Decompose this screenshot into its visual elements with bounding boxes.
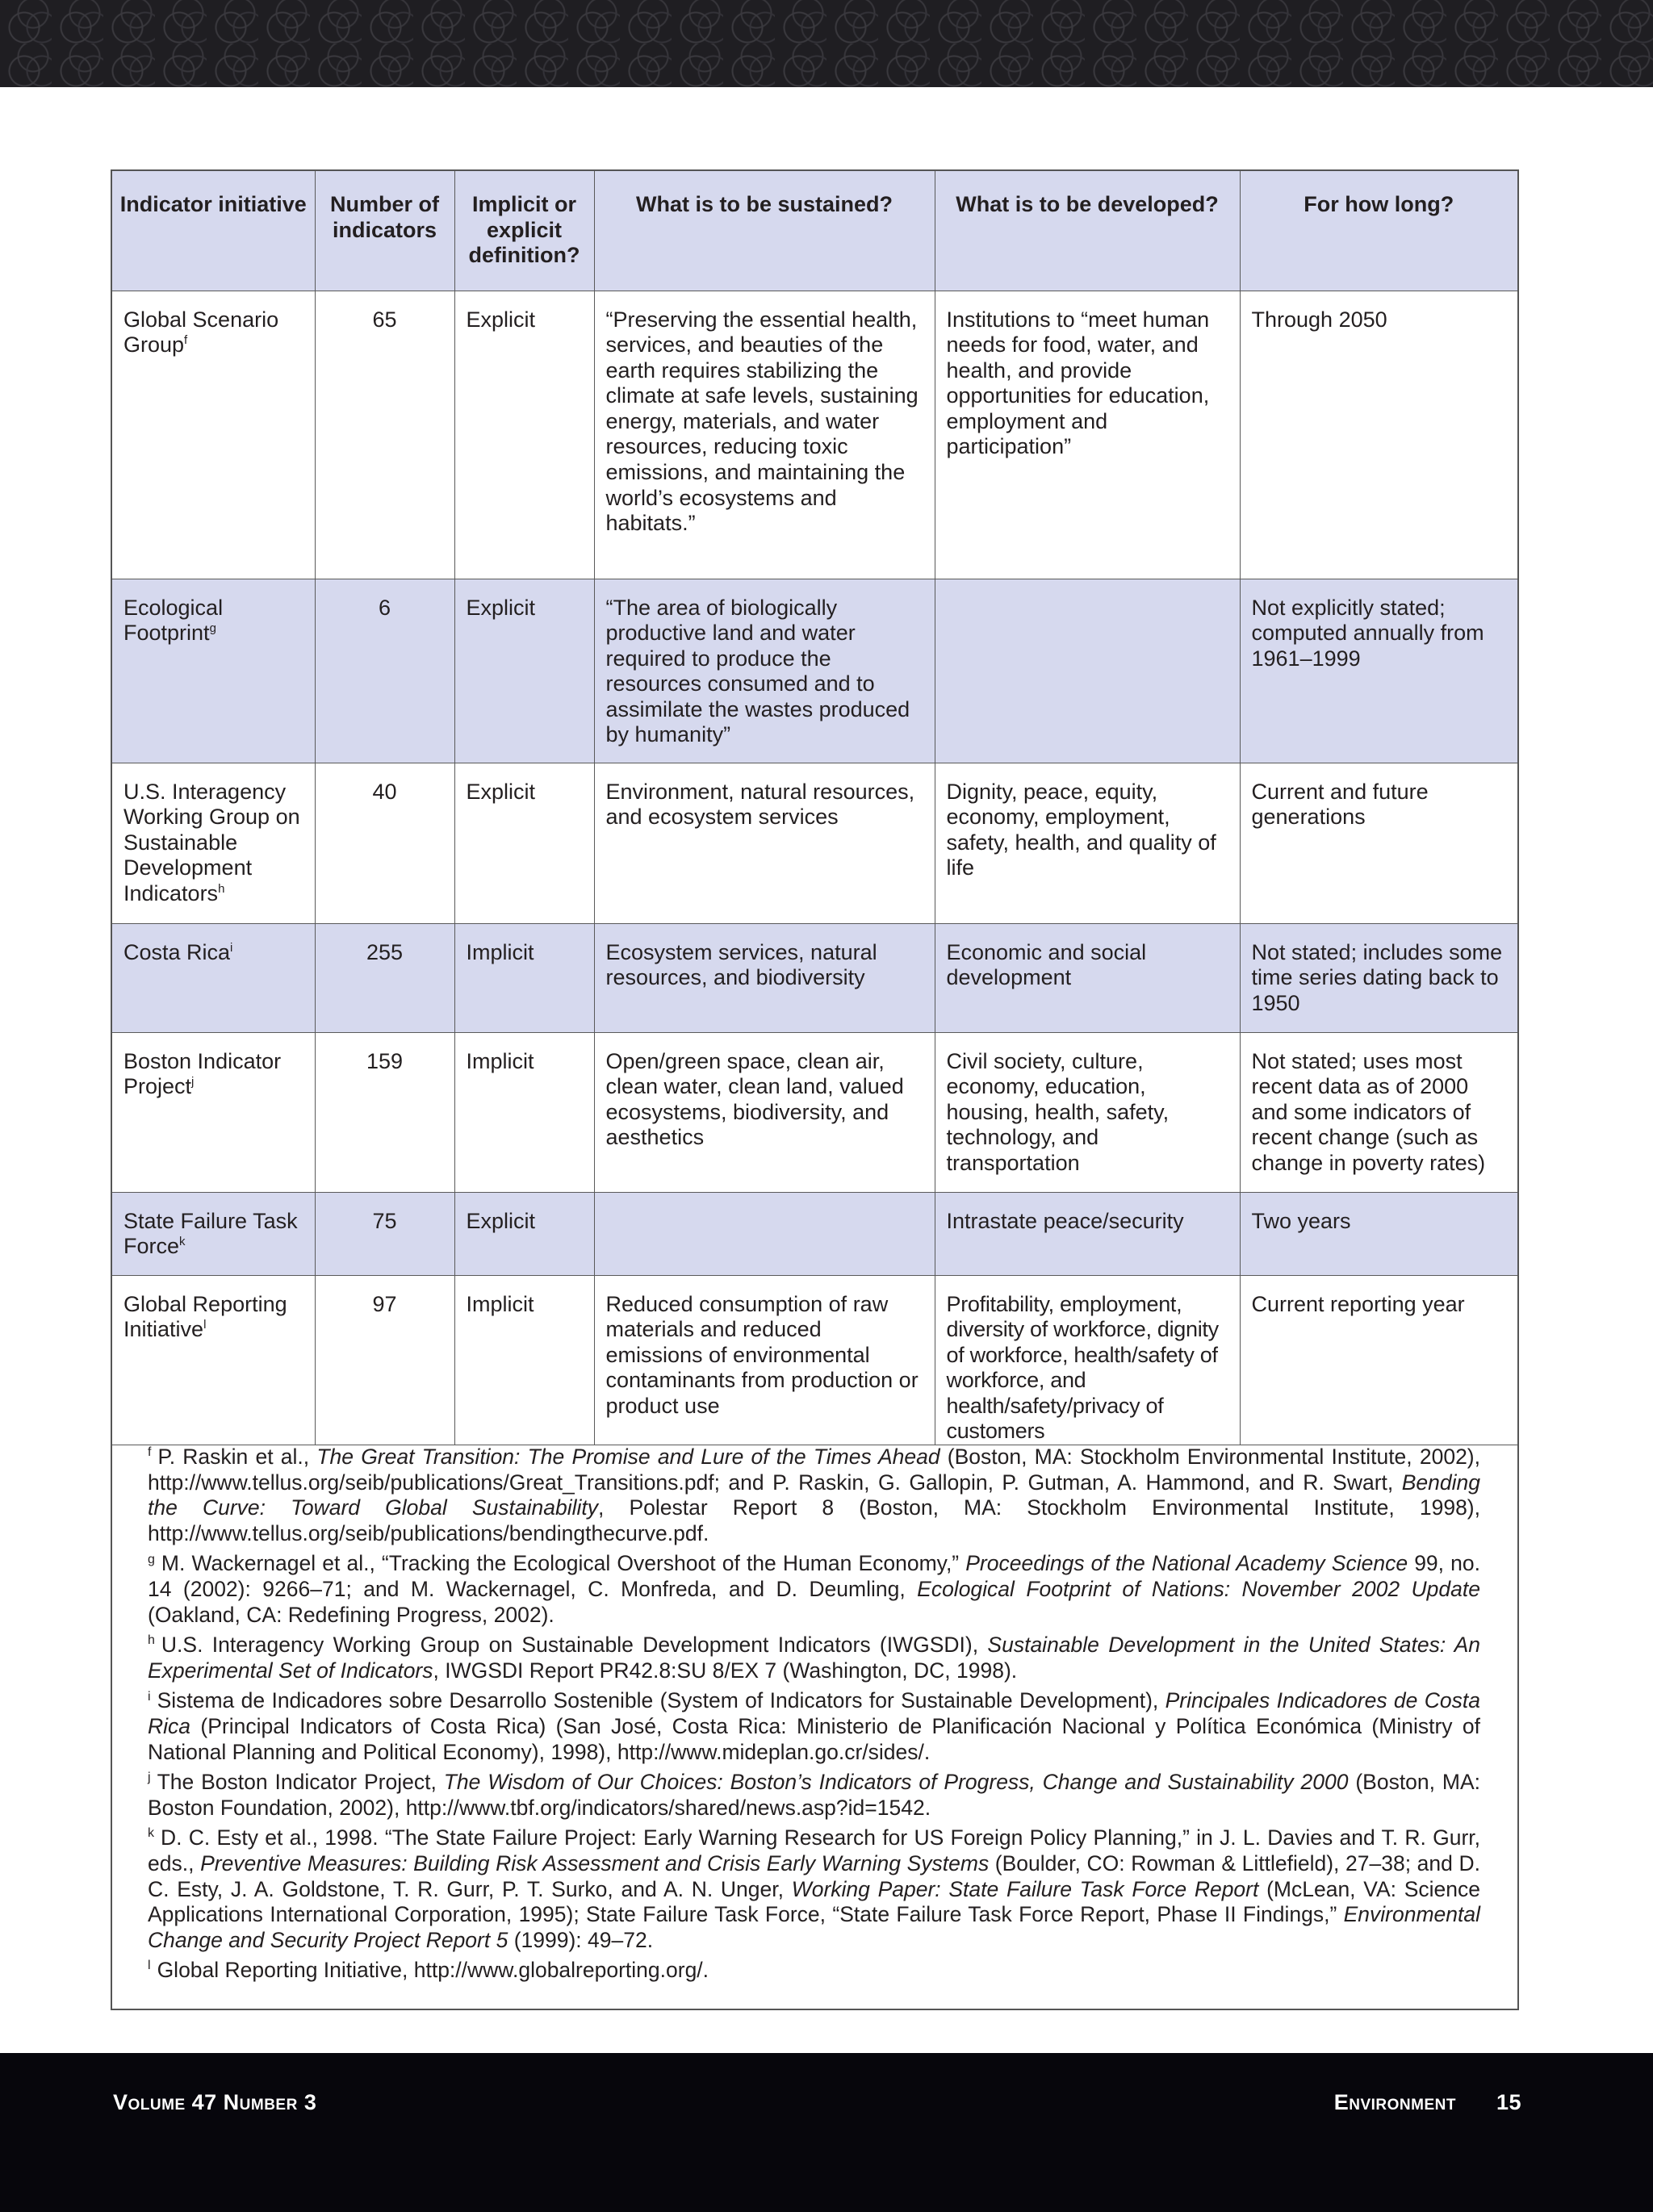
definition-cell: Implicit — [454, 1032, 594, 1192]
indicator-count-cell: 40 — [315, 763, 454, 923]
indicator-count-cell: 6 — [315, 579, 454, 763]
duration-cell: Through 2050 — [1240, 291, 1517, 579]
table-header-row — [112, 171, 1517, 291]
definition-cell: Explicit — [454, 579, 594, 763]
definition-cell: Implicit — [454, 1275, 594, 1445]
duration-cell: Current and future generations — [1240, 763, 1517, 923]
indicator-count-cell: 159 — [315, 1032, 454, 1192]
indicator-initiatives-table — [112, 171, 1517, 1445]
indicator-count-cell: 255 — [315, 923, 454, 1032]
definition-cell: Implicit — [454, 923, 594, 1032]
duration-cell: Current reporting year — [1240, 1275, 1517, 1445]
footnotes — [148, 1445, 1480, 1988]
developed-cell: Intrastate peace/security — [935, 1192, 1240, 1275]
table-row — [112, 763, 1517, 923]
footer-band — [0, 2053, 1653, 2212]
column-header: Number of indicators — [315, 171, 454, 291]
footnote: $^g$ M. Wackernagel et al., “Tracking the Ecological Overshoot of the Human Economy,” Proceedings of the National Academy Science 99, no. 14 (2002): 9266–71; and M. Wackernagel, C. Monfreda, and D. Deumling, Ecological Footprint of Nations: November 2002 Update (Oakland, CA: Redefining Progress, 2002). — [148, 1551, 1480, 1627]
decorative-header-band — [0, 0, 1653, 87]
duration-cell: Not stated; includes some time series dating back to 1950 — [1240, 923, 1517, 1032]
magazine-name: Environment — [1333, 2090, 1456, 2114]
table-row — [112, 579, 1517, 763]
table-row — [112, 923, 1517, 1032]
sustained-cell: “The area of biologically productive land and water required to produce the resources consumed and to assimilate the wastes produced by humanity” — [594, 579, 935, 763]
duration-cell: Not stated; uses most recent data as of 2000 and some indicators of recent change (such as change in poverty rates) — [1240, 1032, 1517, 1192]
duration-cell: Not explicitly stated; computed annually from 1961–1999 — [1240, 579, 1517, 763]
developed-cell: Institutions to “meet human needs for food, water, and health, and provide opportunities for education, employment and participation” — [935, 291, 1240, 579]
indicator-count-cell: 97 — [315, 1275, 454, 1445]
definition-cell: Explicit — [454, 291, 594, 579]
developed-cell: Profitability, employment, diversity of workforce, dignity of workforce, health/safety of workforce, and health/safety/privacy of customers — [935, 1275, 1240, 1445]
footnote: $^f$ P. Raskin et al., The Great Transition: The Promise and Lure of the Times Ahead (Boston, MA: Stockholm Environmental Institute, 2002), http://www.tellus.org/seib/publications/Great_Transitions.pdf; and P. Raskin, G. Gallopin, P. Gutman, A. Hammond, and R. Swart, Bending the Curve: Toward Global Sustainability, Polestar Report 8 (Boston, MA: Stockholm Environmental Institute, 1998), http://www.tellus.org/seib/publications/bendingthecurve.pdf. — [148, 1445, 1480, 1545]
sustained-cell: Reduced consumption of raw materials and reduced emissions of environmental contaminants from production or product use — [594, 1275, 935, 1445]
initiative-cell: Global Reporting Initiative$^l$ — [112, 1275, 315, 1445]
footnote: $^h$ U.S. Interagency Working Group on Sustainable Development Indicators (IWGSDI), Sustainable Development in the United States: An Experimental Set of Indicators, IWGSDI Report PR42.8:SU 8/EX 7 (Washington, DC, 1998). — [148, 1633, 1481, 1683]
table-row — [112, 1192, 1517, 1275]
sustained-cell: Open/green space, clean air, clean water, clean land, valued ecosystems, biodiversity, and aesthetics — [594, 1032, 935, 1192]
page-number: 15 — [1496, 2090, 1521, 2114]
indicator-count-cell: 65 — [315, 291, 454, 579]
developed-cell: Civil society, culture, economy, education, housing, health, safety, technology, and transportation — [935, 1032, 1240, 1192]
sustained-cell — [594, 1192, 935, 1275]
initiative-cell: Costa Rica$^i$ — [112, 923, 315, 1032]
footnote: $^k$ D. C. Esty et al., 1998. “The State Failure Project: Early Warning Research for US Foreign Policy Planning,” in J. L. Davies and T. R. Gurr, eds., Preventive Measures: Building Risk Assessment and Crisis Early Warning Systems (Boulder, CO: Rowman & Littlefield), 27–38; and D. C. Esty, J. A. Goldstone, T. R. Gurr, P. T. Surko, and A. N. Unger, Working Paper: State Failure Task Force Report (McLean, VA: Science Applications International Corporation, 1995); State Failure Task Force, “State Failure Task Force Report, Phase II Findings,” Environmental Change and Security Project Report 5 (1999): 49–72. — [148, 1825, 1480, 1952]
footnote: $^i$ Sistema de Indicadores sobre Desarrollo Sostenible (System of Indicators for Sustainable Development), Principales Indicadores de Costa Rica (Principal Indicators of Costa Rica) (San José, Costa Rica: Ministerio de Planificación Nacional y Política Económica (Ministry of National Planning and Political Economy), 1998), http://www.mideplan.go.cr/sides/. — [148, 1688, 1480, 1764]
developed-cell — [935, 579, 1240, 763]
indicator-table-panel — [111, 169, 1519, 2010]
table-row — [112, 1275, 1517, 1445]
initiative-cell: Global Scenario Group$^f$ — [112, 291, 315, 579]
developed-cell: Economic and social development — [935, 923, 1240, 1032]
footnote: $^j$ The Boston Indicator Project, The Wisdom of Our Choices: Boston’s Indicators of Progress, Change and Sustainability 2000 (Boston, MA: Boston Foundation, 2002), http://www.tbf.org/indicators/shared/news.asp?id=1542. — [148, 1770, 1481, 1820]
column-header: What is to be sustained? — [594, 171, 935, 291]
sustained-cell: Ecosystem services, natural resources, and biodiversity — [594, 923, 935, 1032]
footer-right — [1334, 2090, 1521, 2115]
column-header: Indicator initiative — [112, 171, 315, 291]
definition-cell: Explicit — [454, 763, 594, 923]
table-row — [112, 1032, 1517, 1192]
table-row — [112, 291, 1517, 579]
footnote: $^l$ Global Reporting Initiative, http://www.globalreporting.org/. — [148, 1958, 709, 1983]
indicator-count-cell: 75 — [315, 1192, 454, 1275]
initiative-cell: Boston Indicator Project$^j$ — [112, 1032, 315, 1192]
column-header: Implicit or explicit definition? — [454, 171, 594, 291]
duration-cell: Two years — [1240, 1192, 1517, 1275]
developed-cell: Dignity, peace, equity, economy, employment, safety, health, and quality of life — [935, 763, 1240, 923]
definition-cell: Explicit — [454, 1192, 594, 1275]
volume-label: Volume 47 Number 3 — [113, 2090, 317, 2114]
initiative-cell: State Failure Task Force$^k$ — [112, 1192, 315, 1275]
initiative-cell: U.S. Interagency Working Group on Sustainable Development Indicators$^h$ — [112, 763, 315, 923]
initiative-cell: Ecological Footprint$^g$ — [112, 579, 315, 763]
column-header: For how long? — [1240, 171, 1517, 291]
column-header: What is to be developed? — [935, 171, 1240, 291]
sustained-cell: “Preserving the essential health, services, and beauties of the earth requires stabilizing the climate at safe levels, sustaining energy, materials, and water resources, reducing toxic emissions, and maintaining the world’s ecosystems and habitats.” — [594, 291, 935, 579]
sustained-cell: Environment, natural resources, and ecosystem services — [594, 763, 935, 923]
